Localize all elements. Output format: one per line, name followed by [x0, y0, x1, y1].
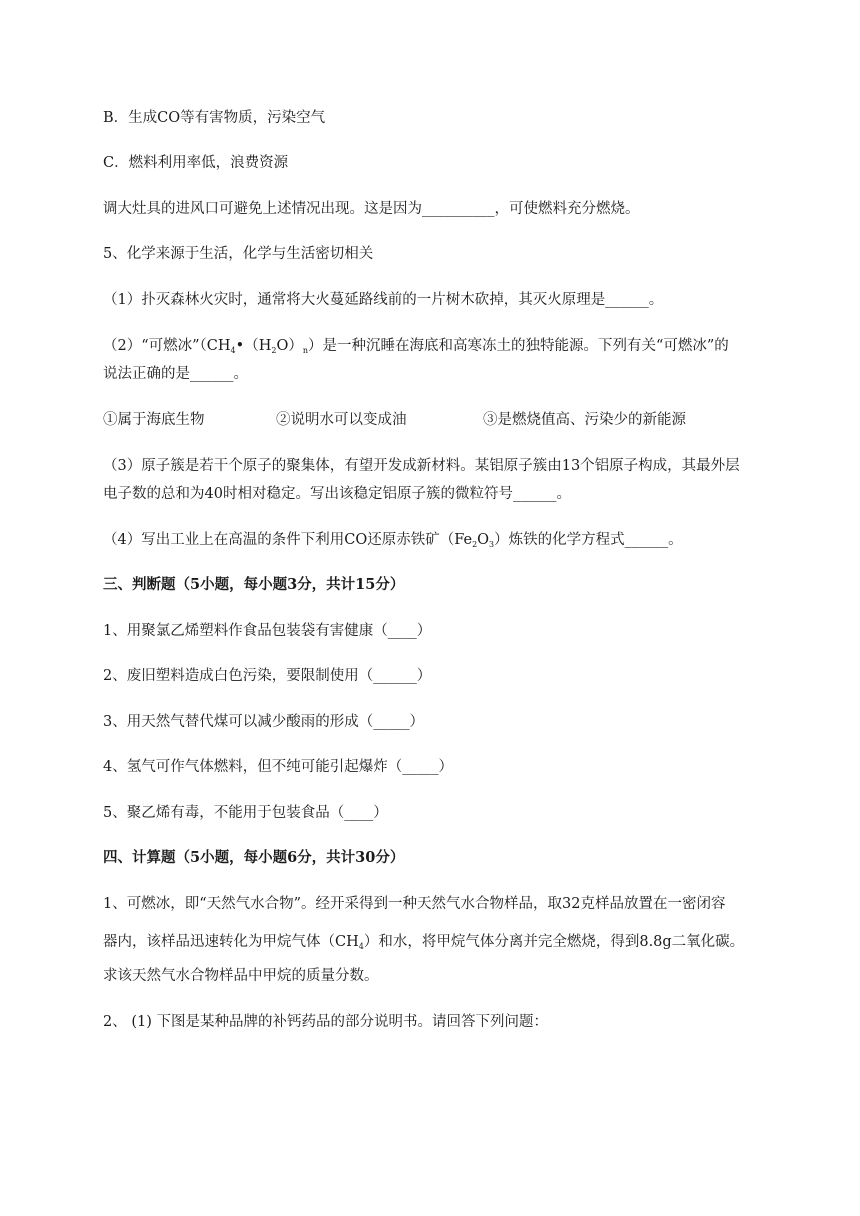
- question-5-3-line2: 电子数的总和为40时相对稳定。写出该稳定铝原子簇的微粒符号______。: [103, 486, 571, 502]
- judge-1: 1、用聚氯乙烯塑料作食品包装袋有害健康（____）: [103, 623, 432, 639]
- calc-1-post: ）和水，将甲烷气体分离并完全燃烧，得到8.8g二氧化碳。: [363, 934, 745, 950]
- q5-2-sub2: 2: [271, 346, 277, 355]
- question-5-4: [103, 530, 683, 555]
- judge-3: 3、用天然气替代煤可以减少酸雨的形成（_____）: [103, 714, 424, 730]
- question-5-2-line1: [103, 336, 729, 361]
- q5-4-mid: O: [477, 532, 490, 548]
- fill-blank-sentence: 调大灶具的进风口可避免上述情况出现。这是因为__________，可使燃料充分燃烧。: [103, 201, 640, 217]
- option-c: C．燃料利用率低，浪费资源: [103, 155, 289, 171]
- q5-2-mid2: O）: [276, 338, 303, 354]
- judge-4: 4、氢气可作气体燃料，但不纯可能引起爆炸（_____）: [103, 759, 453, 775]
- question-5-3-line1: （3）原子簇是若干个原子的聚集体，有望开发成新材料。某铝原子簇由13个铝原子构成，其最外层: [103, 458, 740, 474]
- question-5-2-line2: 说法正确的是______。: [103, 366, 248, 382]
- q5-2-post: ）是一种沉睡在海底和高寒冻土的独特能源。下列有关“可燃冰”的: [307, 338, 729, 354]
- q5-4-sub1: 2: [472, 540, 478, 549]
- choice-1: ①属于海底生物: [103, 412, 205, 428]
- q5-2-pre: （2）“可燃冰”（CH: [103, 338, 231, 354]
- section-4-heading: 四、计算题（5小题，每小题6分，共计30分）: [103, 849, 405, 866]
- calc-1-line3: 求该天然气水合物样品中甲烷的质量分数。: [103, 968, 379, 984]
- choice-3: ③是燃烧值高、污染少的新能源: [483, 412, 686, 428]
- q5-4-pre: （4）写出工业上在高温的条件下利用CO还原赤铁矿（Fe: [103, 532, 473, 548]
- q5-2-sub3: n: [302, 346, 308, 355]
- calc-1-line1: 1、可燃冰，即“天然气水合物”。经开采得到一种天然气水合物样品，取32克样品放置在一密闭容: [103, 896, 726, 912]
- choice-2: ②说明水可以变成油: [276, 412, 407, 428]
- question-5: 5、化学来源于生活，化学与生活密切相关: [103, 246, 374, 262]
- q5-4-post: ）炼铁的化学方程式______。: [494, 532, 683, 548]
- q5-4-sub2: 3: [489, 540, 495, 549]
- calc-1-pre: 器内，该样品迅速转化为甲烷气体（CH: [103, 934, 359, 950]
- calc-1-line2: [103, 932, 744, 957]
- calc-2: 2、 (1) 下图是某种品牌的补钙药品的部分说明书。请回答下列问题：: [103, 1014, 548, 1030]
- question-5-1: （1）扑灭森林火灾时，通常将大火蔓延路线前的一片树木砍掉，其灭火原理是______。: [103, 292, 664, 308]
- q5-2-mid: •（H: [235, 338, 272, 354]
- calc-1-sub: 4: [358, 942, 364, 951]
- q5-2-sub1: 4: [230, 346, 236, 355]
- judge-2: 2、废旧塑料造成白色污染，要限制使用（______）: [103, 668, 432, 684]
- judge-5: 5、聚乙烯有毒，不能用于包装食品（____）: [103, 805, 388, 821]
- option-b: B．生成CO等有害物质，污染空气: [103, 110, 326, 126]
- section-3-heading: 三、判断题（5小题，每小题3分，共计15分）: [103, 576, 405, 593]
